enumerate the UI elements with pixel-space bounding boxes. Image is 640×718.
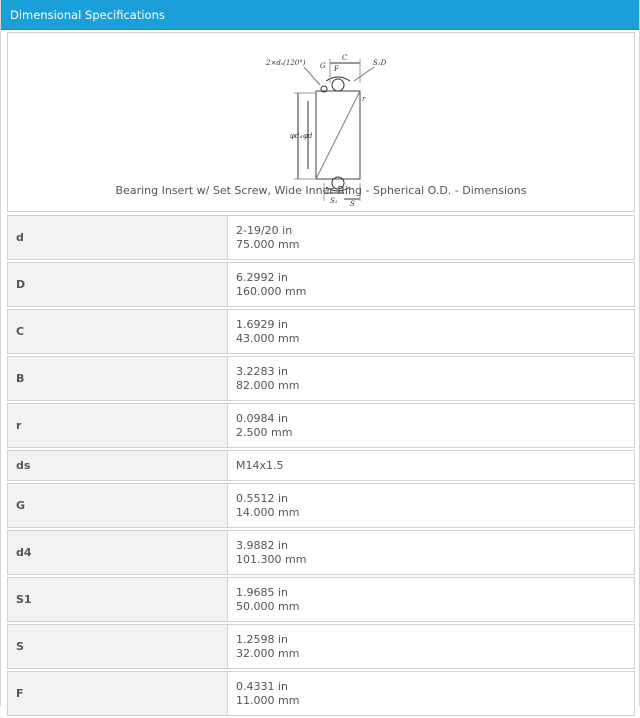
spec-key: ds [7, 450, 227, 481]
spec-value [227, 262, 635, 307]
spec-metric: 50.000 mm [236, 599, 300, 613]
spec-key: S1 [7, 577, 227, 622]
spec-row-d4 [7, 530, 635, 575]
spec-metric: 160.000 mm [236, 284, 307, 298]
spec-imperial: 1.9685 in [236, 585, 289, 599]
label-d: φd [303, 132, 313, 140]
spec-imperial: 3.2283 in [236, 364, 289, 378]
spec-value [227, 309, 635, 354]
label-r: r [362, 95, 366, 103]
spec-key: d [7, 215, 227, 260]
spec-row-S [7, 624, 635, 669]
spec-value [227, 215, 635, 260]
spec-key: r [7, 403, 227, 448]
figure-caption: Bearing Insert w/ Set Screw, Wide Inner Ring - Spherical O.D. - Dimensions [115, 184, 527, 197]
spec-row-ds [7, 450, 635, 481]
spec-row-S1 [7, 577, 635, 622]
spec-imperial: 2-19/20 in [236, 223, 293, 237]
spec-value [227, 624, 635, 669]
spec-row-r [7, 403, 635, 448]
spec-metric: 14.000 mm [236, 505, 300, 519]
spec-imperial: 0.5512 in [236, 491, 289, 505]
spec-value [227, 530, 635, 575]
panel-content [1, 30, 639, 718]
spec-row-F [7, 671, 635, 716]
spec-imperial: 3.9882 in [236, 538, 289, 552]
panel-header [1, 0, 639, 30]
label-holes: 2×dₛ(120°) [266, 59, 306, 67]
spec-row-D [7, 262, 635, 307]
section-line [316, 91, 360, 179]
label-d4: φd₄ [290, 132, 303, 140]
label-S1: S₁ [330, 197, 338, 205]
top-ball [332, 79, 344, 91]
spec-value [227, 450, 635, 481]
spec-metric: 32.000 mm [236, 646, 300, 660]
label-SD: S₁D [373, 59, 387, 67]
spec-key: C [7, 309, 227, 354]
spec-imperial: M14x1.5 [236, 458, 284, 472]
label-C: C [342, 54, 348, 62]
spec-imperial: 6.2992 in [236, 270, 289, 284]
spec-value [227, 483, 635, 528]
dimension-figure [7, 32, 635, 212]
spec-imperial: 0.4331 in [236, 679, 289, 693]
spec-key: B [7, 356, 227, 401]
spec-row-C [7, 309, 635, 354]
spec-metric: 82.000 mm [236, 378, 300, 392]
spec-value [227, 403, 635, 448]
spec-imperial: 1.2598 in [236, 632, 289, 646]
spec-key: F [7, 671, 227, 716]
spec-key: D [7, 262, 227, 307]
spec-row-G [7, 483, 635, 528]
spec-metric: 75.000 mm [236, 237, 300, 251]
spec-value [227, 671, 635, 716]
spec-metric: 101.300 mm [236, 552, 307, 566]
spec-value [227, 356, 635, 401]
spec-metric: 2.500 mm [236, 425, 293, 439]
spec-key: S [7, 624, 227, 669]
spec-metric: 43.000 mm [236, 331, 300, 345]
label-S: S [350, 200, 355, 208]
spec-metric: 11.000 mm [236, 693, 300, 707]
spec-key: G [7, 483, 227, 528]
spec-row-B [7, 356, 635, 401]
specifications-table [7, 213, 635, 718]
spec-value [227, 577, 635, 622]
spec-row-d [7, 215, 635, 260]
panel-title: Dimensional Specifications [10, 7, 165, 22]
label-G: G [320, 62, 326, 70]
spec-imperial: 1.6929 in [236, 317, 289, 331]
label-F: F [334, 65, 339, 73]
spec-key: d4 [7, 530, 227, 575]
spec-imperial: 0.0984 in [236, 411, 289, 425]
